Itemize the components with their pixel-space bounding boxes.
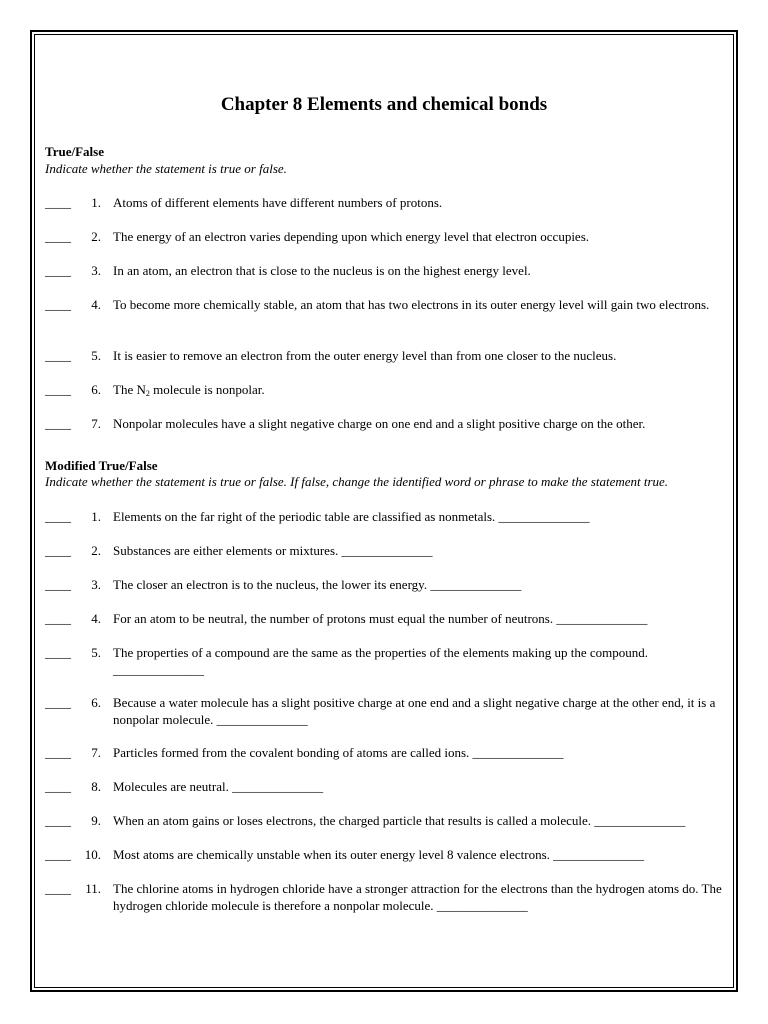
question-number: 6. xyxy=(91,382,101,397)
question-item xyxy=(45,415,725,432)
question-text: The properties of a compound are the same as the properties of the elements making up the compound. ______________ xyxy=(113,645,648,677)
answer-blank[interactable]: ____ xyxy=(45,509,71,524)
question-number: 7. xyxy=(91,416,101,431)
answer-blank[interactable]: ____ xyxy=(45,577,71,592)
answer-blank[interactable]: ____ xyxy=(45,382,71,397)
question-item xyxy=(45,228,725,245)
question-number: 2. xyxy=(91,229,101,244)
question-item xyxy=(45,880,725,914)
question-item xyxy=(45,576,725,593)
question-text: Substances are either elements or mixtures. ______________ xyxy=(113,543,433,558)
question-text: Molecules are neutral. ______________ xyxy=(113,779,324,794)
question-number: 5. xyxy=(91,348,101,363)
question-text: The closer an electron is to the nucleus, the lower its energy. ______________ xyxy=(113,577,522,592)
question-item xyxy=(45,744,725,761)
question-number: 2. xyxy=(91,543,101,558)
question-item xyxy=(45,812,725,829)
question-number: 9. xyxy=(91,813,101,828)
answer-blank[interactable]: ____ xyxy=(45,645,71,660)
answer-blank[interactable]: ____ xyxy=(45,543,71,558)
question-text: To become more chemically stable, an atom that has two electrons in its outer energy level will gain two electrons. xyxy=(113,297,710,312)
question-item xyxy=(45,610,725,627)
question-number: 3. xyxy=(91,263,101,278)
question-text: Because a water molecule has a slight positive charge at one end and a slight negative charge at the other end, it is a nonpolar molecule. ______________ xyxy=(113,695,716,727)
answer-blank[interactable]: ____ xyxy=(45,229,71,244)
section-instructions-true-false: Indicate whether the statement is true or false. xyxy=(45,161,287,176)
question-item xyxy=(45,778,725,795)
answer-blank[interactable]: ____ xyxy=(45,881,71,896)
question-text: In an atom, an electron that is close to the nucleus is on the highest energy level. xyxy=(113,263,531,278)
question-text-part: The N xyxy=(113,382,146,397)
question-item xyxy=(45,542,725,559)
section-instructions-modified-true-false: Indicate whether the statement is true or false. If false, change the identified word or phrase to make the statement true. xyxy=(45,474,669,489)
question-item xyxy=(45,194,725,211)
answer-blank[interactable]: ____ xyxy=(45,695,71,710)
question-item xyxy=(45,508,725,525)
question-number: 1. xyxy=(91,195,101,210)
question-item xyxy=(45,262,725,279)
question-number: 6. xyxy=(91,695,101,710)
answer-blank[interactable]: ____ xyxy=(45,195,71,210)
question-item xyxy=(45,381,725,398)
answer-blank[interactable]: ____ xyxy=(45,348,71,363)
question-text-part: molecule is nonpolar. xyxy=(149,382,265,397)
question-number: 11. xyxy=(85,881,101,896)
question-text: The chlorine atoms in hydrogen chloride have a stronger attraction for the electrons than the hydrogen atoms do. The hydrogen chloride molecule is therefore a nonpolar molecule. ______________ xyxy=(113,881,722,913)
question-text: For an atom to be neutral, the number of protons must equal the number of neutrons. ______________ xyxy=(113,611,648,626)
question-number: 4. xyxy=(91,297,101,312)
question-text: Nonpolar molecules have a slight negative charge on one end and a slight positive charge on the other. xyxy=(113,416,646,431)
answer-blank[interactable]: ____ xyxy=(45,813,71,828)
question-number: 1. xyxy=(91,509,101,524)
question-text: Particles formed from the covalent bonding of atoms are called ions. ______________ xyxy=(113,745,564,760)
question-number: 5. xyxy=(91,645,101,660)
answer-blank[interactable]: ____ xyxy=(45,779,71,794)
answer-blank[interactable]: ____ xyxy=(45,745,71,760)
subscript: 2 xyxy=(145,389,150,398)
section-heading-modified-true-false: Modified True/False xyxy=(45,458,158,473)
answer-blank[interactable]: ____ xyxy=(45,297,71,312)
question-text: When an atom gains or loses electrons, the charged particle that results is called a molecule. ______________ xyxy=(113,813,686,828)
answer-blank[interactable]: ____ xyxy=(45,416,71,431)
answer-blank[interactable]: ____ xyxy=(45,263,71,278)
question-item xyxy=(45,694,725,728)
question-number: 10. xyxy=(84,847,101,862)
answer-blank[interactable]: ____ xyxy=(45,611,71,626)
question-text: Atoms of different elements have different numbers of protons. xyxy=(113,195,443,210)
question-text: The energy of an electron varies depending upon which energy level that electron occupies. xyxy=(113,229,590,244)
question-item xyxy=(45,347,725,364)
question-text: Elements on the far right of the periodic table are classified as nonmetals. ______________ xyxy=(113,509,590,524)
page-title: Chapter 8 Elements and chemical bonds xyxy=(220,94,548,115)
question-item xyxy=(45,644,725,678)
question-text xyxy=(113,381,725,398)
question-item xyxy=(45,296,725,313)
question-text: Most atoms are chemically unstable when its outer energy level 8 valence electrons. ______________ xyxy=(113,847,645,862)
question-text: It is easier to remove an electron from the outer energy level than from one closer to the nucleus. xyxy=(113,348,617,363)
answer-blank[interactable]: ____ xyxy=(45,847,71,862)
question-number: 3. xyxy=(91,577,101,592)
question-number: 4. xyxy=(91,611,101,626)
question-number: 8. xyxy=(91,779,101,794)
question-item xyxy=(45,846,725,863)
question-number: 7. xyxy=(91,745,101,760)
section-heading-true-false: True/False xyxy=(45,144,104,159)
